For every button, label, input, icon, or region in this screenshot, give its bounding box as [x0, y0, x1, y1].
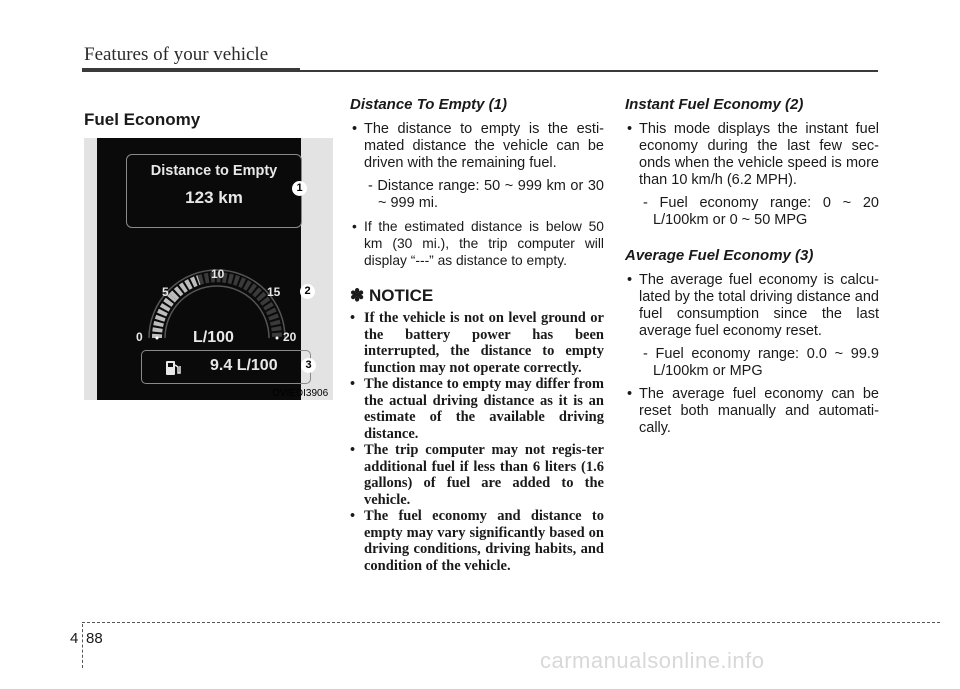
notice-item: • The fuel economy and distance to empty may vary significantly based on driving conditions, driving habits, and condition of the vehicle. — [350, 508, 604, 574]
callout-3: 3 — [301, 358, 316, 373]
page-number: 88 — [86, 630, 103, 647]
notice-title: ✽ NOTICE — [350, 286, 434, 305]
notice-item: • The trip computer may not regis-ter additional fuel if less than 6 liters (1.6 gallons) of fuel are added to the vehicle. — [350, 442, 604, 508]
dte-value: 123 km — [185, 188, 243, 207]
header-rule — [300, 70, 878, 72]
footer-rule — [82, 622, 940, 623]
callout-1: 1 — [292, 181, 307, 196]
instant-economy-heading: Instant Fuel Economy (2) — [625, 96, 804, 113]
fuel-economy-gauge — [127, 238, 307, 363]
column-fuel-economy — [625, 96, 879, 443]
cluster-screen-background — [97, 138, 301, 400]
gauge-tick-10: 10 — [211, 267, 225, 281]
average-economy-heading: Average Fuel Economy (3) — [625, 247, 814, 264]
distance-to-empty-panel — [126, 154, 302, 228]
gauge-tick-20: 20 — [283, 330, 297, 344]
average-economy-bullet-2: • The average fuel economy can be reset both manually and automati-cally. — [625, 386, 879, 437]
dte-title: Distance to Empty — [150, 163, 278, 179]
column-distance-to-empty — [350, 96, 604, 574]
fuel-pump-icon — [164, 359, 182, 377]
average-economy-bullet-1: • The average fuel economy is calcu-lated by the total driving distance and fuel consumption since the last average fuel economy reset. — [625, 272, 879, 340]
dte-bullet-2: • If the estimated distance is below 50 km (30 mi.), the trip computer will display “---” as distance to empty. — [350, 218, 604, 269]
header-bar — [82, 68, 300, 72]
instant-economy-bullet: • This mode displays the instant fuel economy during the last few sec-onds when the vehicle speed is more than 10 km/h (6.2 MPH). — [625, 121, 879, 189]
average-economy-panel — [141, 350, 311, 384]
footer-divider — [82, 624, 83, 668]
instant-economy-range: - Fuel economy range: 0 ~ 20 L/100km or 0 ~ 50 MPG — [643, 195, 879, 228]
cluster-display-figure — [84, 138, 333, 400]
page-header-title: Features of your vehicle — [84, 44, 269, 65]
average-economy-value: 9.4 L/100 — [210, 357, 278, 374]
dte-bullet-1: • The distance to empty is the esti-mated distance the vehicle can be driven with the remaining fuel. — [350, 121, 604, 172]
notice-item: • The distance to empty may differ from the actual driving distance as it is an estimate of the available driving distance. — [350, 376, 604, 442]
callout-2: 2 — [300, 284, 315, 299]
chapter-number: 4 — [70, 630, 79, 647]
dte-range: - Distance range: 50 ~ 999 km or 30 ~ 999 mi. — [368, 178, 604, 211]
figure-code: OVIEDI3906 — [272, 388, 329, 399]
notice-item: • If the vehicle is not on level ground or the battery power has been interrupted, the distance to empty function may not operate correctly. — [350, 310, 604, 376]
gauge-unit: L/100 — [193, 329, 234, 346]
section-title: Fuel Economy — [84, 110, 201, 129]
gauge-tick-15: 15 — [267, 285, 281, 299]
dte-heading: Distance To Empty (1) — [350, 96, 507, 113]
gauge-tick-5: 5 — [162, 285, 169, 299]
watermark: carmanualsonline.info — [540, 648, 765, 673]
gauge-tick-0: 0 — [136, 330, 143, 344]
average-economy-range: - Fuel economy range: 0.0 ~ 99.9 L/100km or MPG — [643, 346, 879, 379]
